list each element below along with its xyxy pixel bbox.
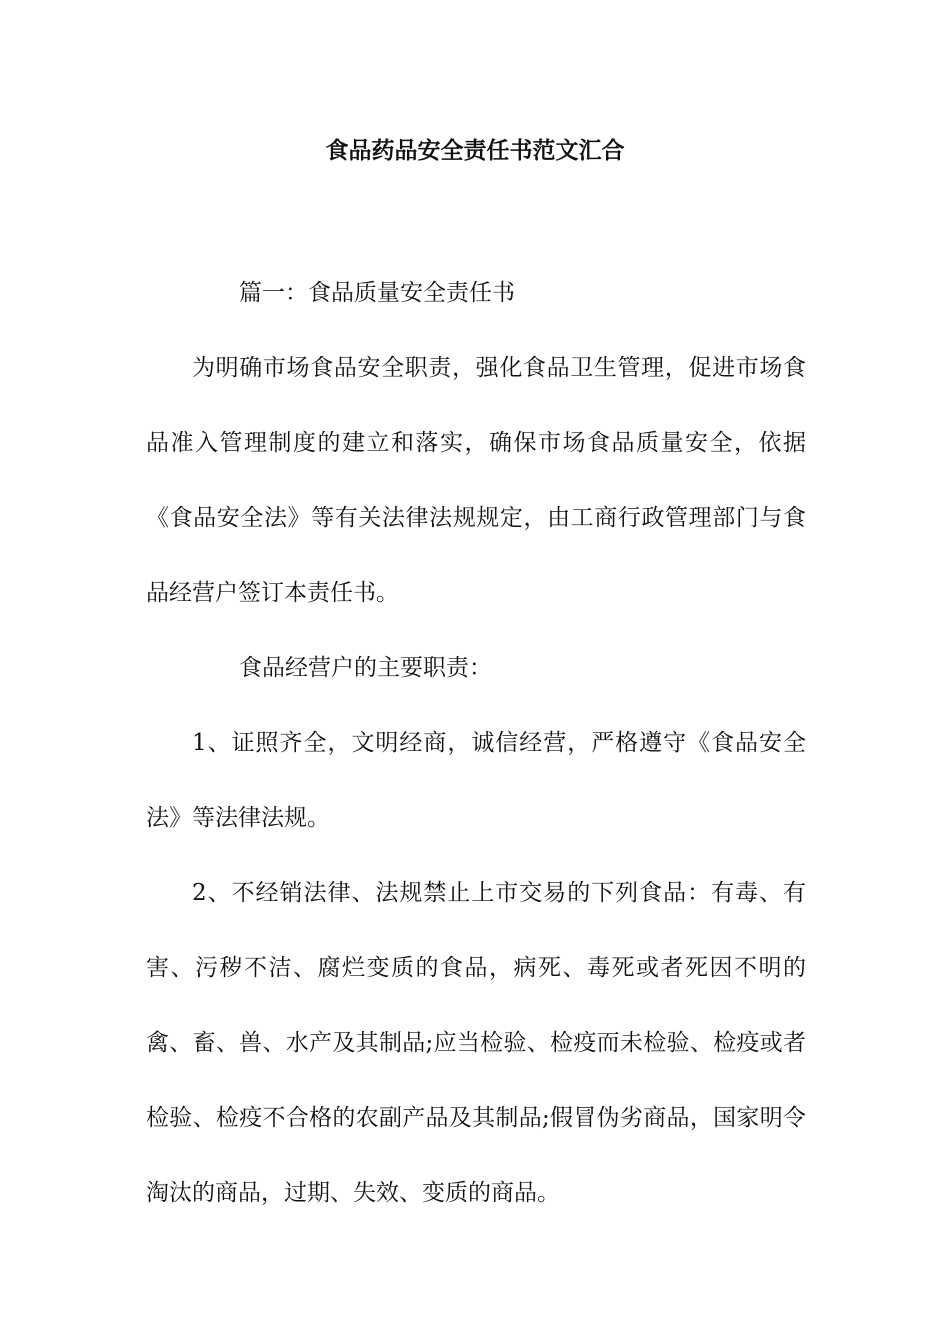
intro-paragraph: 为明确市场食品安全职责，强化食品卫生管理，促进市场食品准入管理制度的建立和落实，确保市场食品质量安全，依据《食品安全法》等有关法律法规规定，由工商行政管理部门与食品经营户签订本责任书。 bbox=[146, 355, 806, 606]
duty-item-2: 2、不经销法律、法规禁止上市交易的下列食品：有毒、有害、污秽不洁、腐烂变质的食品，病死、毒死或者死因不明的禽、畜、兽、水产及其制品;应当检验、检疫而未检验、检疫或者检验、检疫不合格的农副产品及其制品;假冒伪劣商品，国家明令淘汰的商品，过期、失效、变质的商品。 bbox=[146, 880, 806, 1206]
section-heading: 篇一：食品质量安全责任书 bbox=[239, 280, 515, 306]
duties-heading: 食品经营户的主要职责： bbox=[239, 655, 492, 681]
duty-item-1: 1、证照齐全，文明经商，诚信经营，严格遵守《食品安全法》等法律法规。 bbox=[146, 730, 806, 831]
document-body bbox=[146, 256, 806, 1231]
document-title: 食品药品安全责任书范文汇合 bbox=[325, 138, 625, 164]
